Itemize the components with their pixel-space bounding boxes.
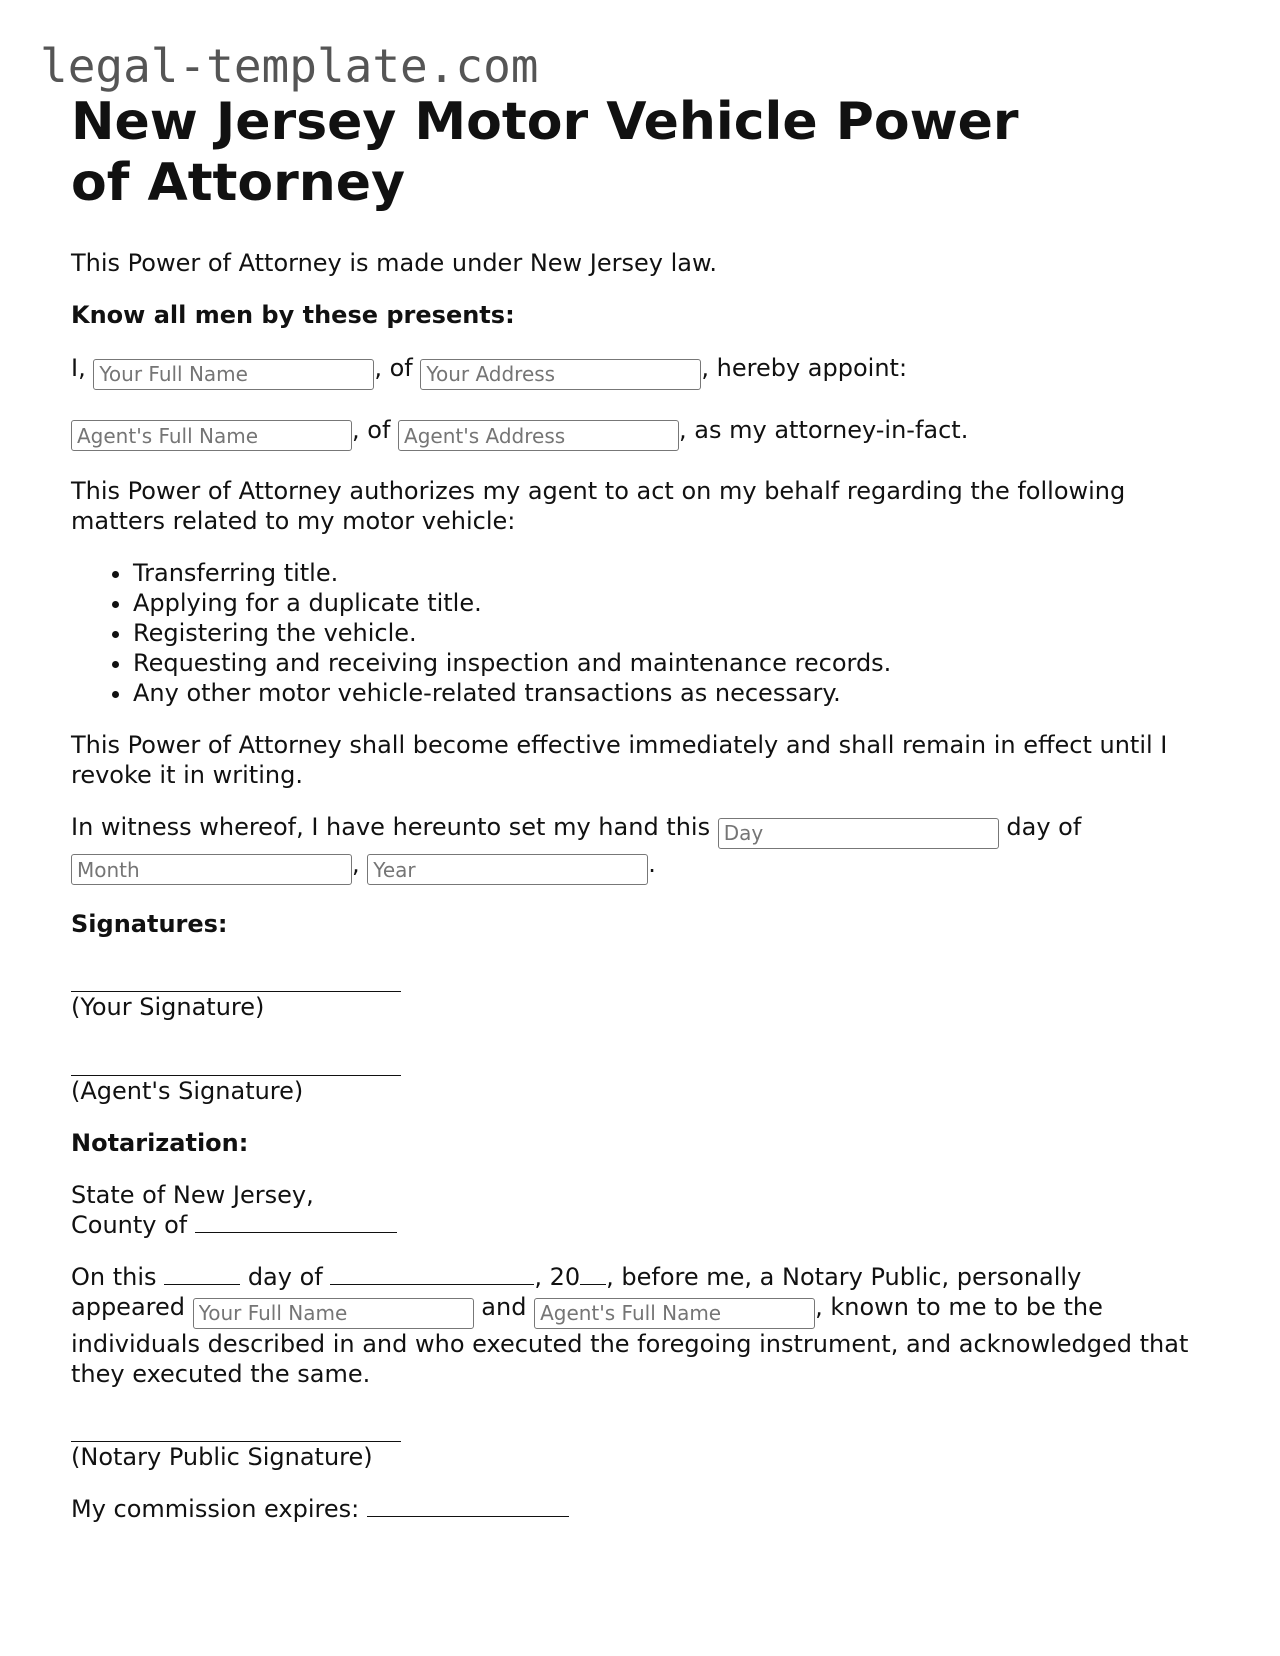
power-item: • Registering the vehicle.: [133, 618, 1211, 648]
effective-paragraph: This Power of Attorney shall become effective immediately and shall remain in effect until I revoke it in writing.: [71, 731, 1168, 789]
notary-known: , known to me to be the: [815, 1293, 1103, 1321]
appoint-of-2: , of: [352, 415, 391, 444]
document-title: New Jersey Motor Vehicle Power of Attorney: [71, 92, 1019, 213]
notary-year-prefix: , 20: [534, 1263, 581, 1291]
notary-and: and: [481, 1293, 527, 1321]
notary-signature-label: (Notary Public Signature): [71, 1442, 373, 1471]
power-item: • Applying for a duplicate title.: [133, 588, 1211, 618]
notarization-heading: Notarization:: [71, 1129, 249, 1157]
witness-year-input[interactable]: [367, 854, 648, 885]
witness-day-of: day of: [1006, 813, 1082, 841]
witness-day-input[interactable]: [718, 818, 999, 849]
authorization-paragraph: This Power of Attorney authorizes my agent to act on my behalf regarding the following matters related to my motor vehicle:: [71, 477, 1126, 535]
appoint-of-1: , of: [374, 354, 413, 382]
witness-comma: ,: [352, 849, 360, 878]
principal-appointment-line: [71, 353, 1211, 390]
powers-list: [71, 558, 1211, 708]
intro-paragraph: This Power of Attorney is made under New Jersey law.: [71, 249, 718, 277]
notary-appeared: appeared: [71, 1293, 185, 1321]
notary-rest: individuals described in and who executed the foregoing instrument, and acknowledged that they executed the same.: [71, 1329, 1189, 1388]
witness-paragraph: [71, 812, 1211, 885]
notary-month-blank[interactable]: [330, 1284, 534, 1285]
notary-acknowledgment: [71, 1262, 1211, 1389]
power-item: • Any other motor vehicle-related transactions as necessary.: [133, 678, 1211, 708]
notary-county-label: County of: [71, 1211, 188, 1239]
agent-appointment-line: [71, 415, 1211, 452]
appoint-prefix: I,: [71, 354, 86, 382]
appoint-suffix-2: , as my attorney-in-fact.: [679, 415, 969, 444]
witness-period: .: [648, 849, 656, 878]
power-item: • Transferring title.: [133, 558, 1211, 588]
agent-address-input[interactable]: [398, 420, 679, 451]
notary-principal-name-input[interactable]: [193, 1298, 474, 1329]
commission-label: My commission expires:: [71, 1494, 360, 1523]
agent-signature-label: (Agent's Signature): [71, 1077, 304, 1105]
signatures-heading: Signatures:: [71, 910, 228, 938]
power-item: • Requesting and receiving inspection and maintenance records.: [133, 648, 1211, 678]
appoint-suffix-1: , hereby appoint:: [701, 354, 908, 382]
principal-address-input[interactable]: [420, 359, 701, 390]
notary-day-of: day of: [247, 1263, 323, 1291]
county-blank[interactable]: [195, 1232, 397, 1233]
witness-prefix: In witness whereof, I have hereunto set my hand this: [71, 813, 711, 841]
notary-state: State of New Jersey,: [71, 1181, 314, 1209]
notary-county-line: [71, 1210, 1211, 1240]
commission-blank[interactable]: [367, 1516, 569, 1517]
principal-name-input[interactable]: [93, 359, 374, 390]
notary-before-me: , before me, a Notary Public, personally: [606, 1263, 1082, 1291]
notary-agent-name-input[interactable]: [534, 1298, 815, 1329]
know-all-men-heading: Know all men by these presents:: [71, 301, 515, 329]
site-watermark: legal-template.com: [40, 39, 539, 93]
agent-name-input[interactable]: [71, 420, 352, 451]
notary-on-this: On this: [71, 1263, 157, 1291]
notary-year-blank[interactable]: [580, 1284, 606, 1285]
your-signature-label: (Your Signature): [71, 993, 265, 1021]
witness-month-input[interactable]: [71, 854, 352, 885]
commission-line: [71, 1494, 1211, 1524]
document-body: [71, 92, 1211, 1524]
notary-day-blank[interactable]: [164, 1284, 240, 1285]
